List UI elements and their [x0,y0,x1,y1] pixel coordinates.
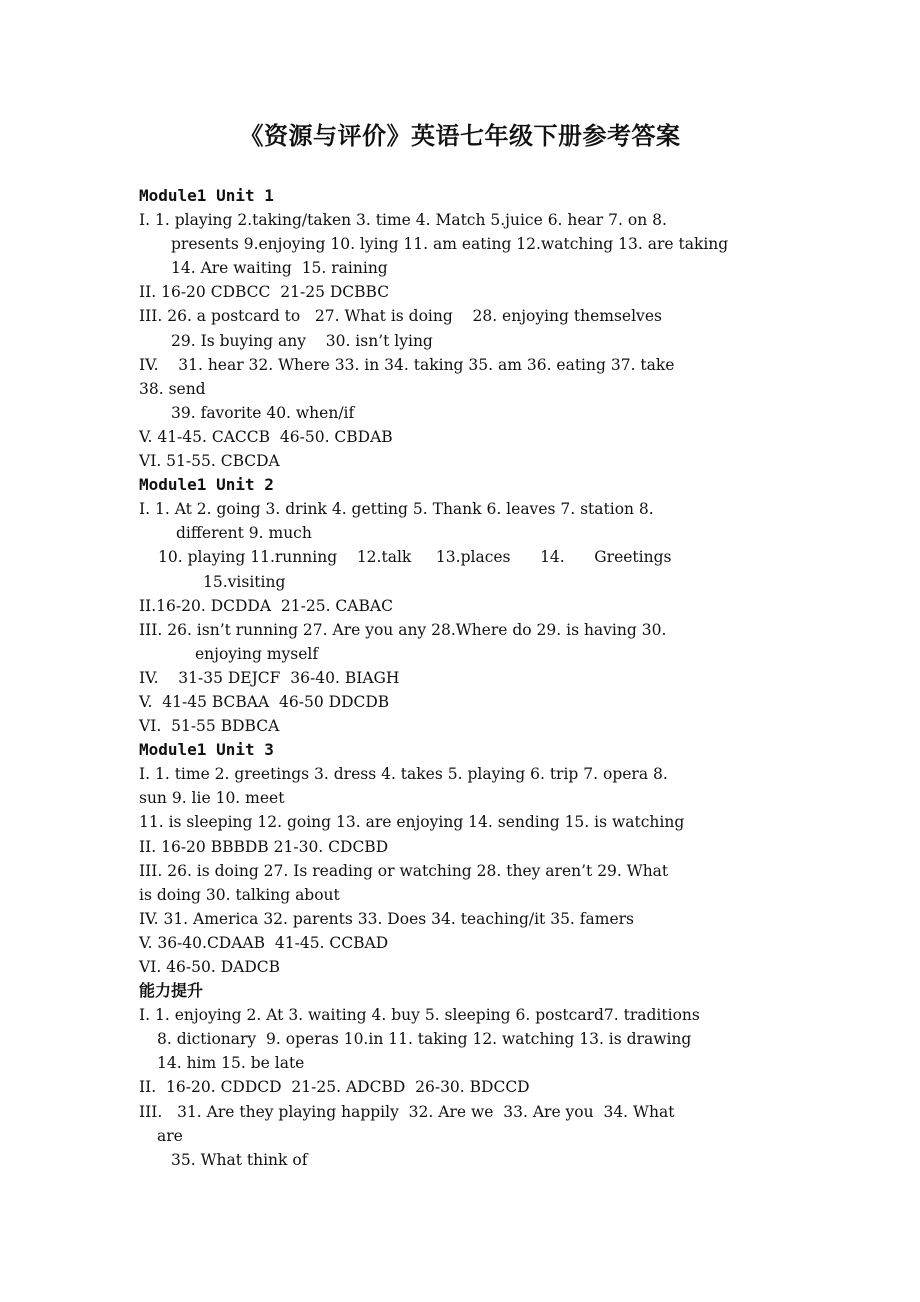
answer-line: IV. 31. America 32. parents 33. Does 34. teaching/it 35. famers [139,909,634,928]
answer-line: 11. is sleeping 12. going 13. are enjoying 14. sending 15. is watching [139,813,685,832]
answer-line: III. 26. isn’t running 27. Are you any 28.Where do 29. is having 30. [139,620,667,639]
answer-line: VI. 46-50. DADCB [139,958,281,976]
answer-line: 14. Are waiting 15. raining [171,259,388,278]
answer-line: III. 31. Are they playing happily 32. Are we 33. Are you 34. What [139,1102,675,1121]
answer-line: I. 1. time 2. greetings 3. dress 4. takes 5. playing 6. trip 7. opera 8. [139,765,668,784]
answer-line: 10. playing 11.running 12.talk 13.places 14. Greetings [158,548,672,567]
answer-line: 38. send [139,379,206,398]
section-heading-unit3: Module1 Unit 3 [139,740,274,760]
section-heading-extension: 能力提升 [139,981,204,1001]
answer-line: VI. 51-55 BDBCA [139,717,280,736]
section-heading-unit1: Module1 Unit 1 [139,186,274,205]
answer-line: I. 1. playing 2.taking/taken 3. time 4. Match 5.juice 6. hear 7. on 8. [139,211,667,230]
answer-line: VI. 51-55. CBCDA [139,452,280,471]
answer-line: are [157,1126,183,1145]
answer-line: is doing 30. talking about [139,885,340,904]
answer-line: 29. Is buying any 30. isn’t lying [171,331,433,350]
answer-line: I. 1. At 2. going 3. drink 4. getting 5. Thank 6. leaves 7. station 8. [139,500,654,519]
answer-line: I. 1. enjoying 2. At 3. waiting 4. buy 5. sleeping 6. postcard7. traditions [139,1006,700,1025]
answer-line: II. 16-20. CDDCD 21-25. ADCBD 26-30. BDCCD [139,1078,530,1097]
answer-line: II.16-20. DCDDA 21-25. CABAC [139,596,393,615]
answer-line: sun 9. lie 10. meet [139,789,285,808]
answer-line: II. 16-20 CDBCC 21-25 DCBBC [139,283,390,302]
answer-line: 14. him 15. be late [157,1054,305,1073]
answer-line: III. 26. a postcard to 27. What is doing 28. enjoying themselves [139,307,662,326]
answer-line: II. 16-20 BBBDB 21-30. CDCBD [139,837,389,856]
answer-line: different 9. much [176,524,312,543]
answer-line: V. 41-45 BCBAA 46-50 DDCDB [139,692,390,711]
section-heading-unit2: Module1 Unit 2 [139,475,274,495]
answer-content [139,184,789,1172]
answer-line: 35. What think of [171,1150,308,1169]
answer-line: 15.visiting [203,572,286,591]
answer-line: IV. 31. hear 32. Where 33. in 34. taking 35. am 36. eating 37. take [139,355,675,374]
answer-line: presents 9.enjoying 10. lying 11. am eating 12.watching 13. are taking [171,235,729,254]
answer-line: III. 26. is doing 27. Is reading or watching 28. they aren’t 29. What [139,861,669,880]
answer-line: 8. dictionary 9. operas 10.in 11. taking 12. watching 13. is drawing [157,1030,692,1049]
answer-line: V. 36-40.CDAAB 41-45. CCBAD [139,933,389,952]
answer-line: V. 41-45. CACCB 46-50. CBDAB [139,427,393,446]
answer-line: enjoying myself [195,644,319,663]
answer-line: IV. 31-35 DEJCF 36-40. BIAGH [139,668,400,687]
answer-line: 39. favorite 40. when/if [171,403,355,422]
page-title: 《资源与评价》英语七年级下册参考答案 [239,121,681,150]
